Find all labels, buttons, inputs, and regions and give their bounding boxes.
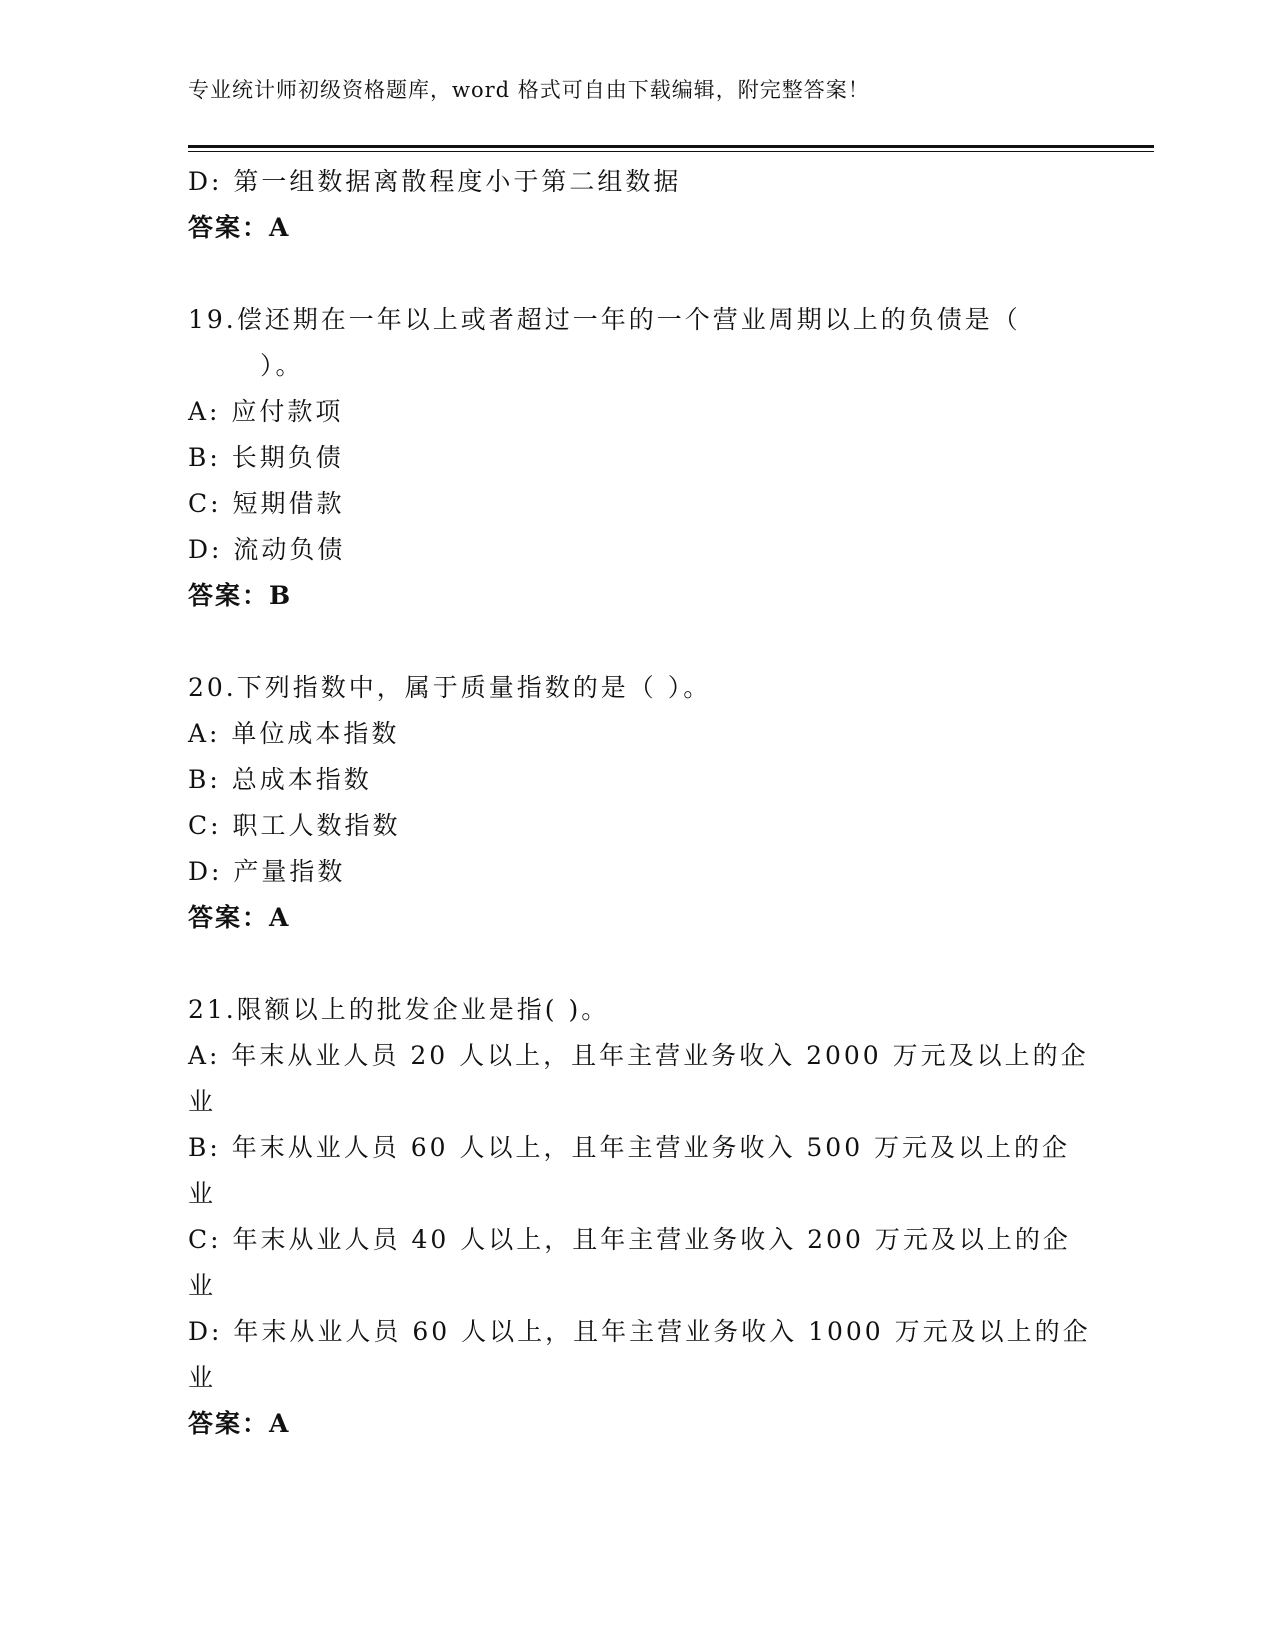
question-21 — [188, 987, 1091, 1447]
option-d: D: 年末从业人员 60 人以上，且年主营业务收入 1000 万元及以上的企 — [188, 1317, 1091, 1346]
option-a-continued: 业 — [188, 1087, 217, 1116]
option-d-continued: 业 — [188, 1363, 217, 1392]
question-stem: 21.限额以上的批发企业是指( )。 — [188, 995, 610, 1024]
option-a: A: 单位成本指数 — [188, 719, 400, 748]
option-c: C: 年末从业人员 40 人以上，且年主营业务收入 200 万元及以上的企 — [188, 1225, 1071, 1254]
page-header: 专业统计师初级资格题库，word 格式可自由下载编辑，附完整答案！ — [188, 78, 870, 102]
answer: 答案：A — [188, 1409, 291, 1438]
option-b: B: 年末从业人员 60 人以上，且年主营业务收入 500 万元及以上的企 — [188, 1133, 1071, 1162]
option-d: D: 流动负债 — [188, 535, 346, 564]
option-d: D: 产量指数 — [188, 857, 346, 886]
question-content — [188, 159, 1091, 1447]
option-b: B: 长期负债 — [188, 443, 344, 472]
option-b-continued: 业 — [188, 1179, 217, 1208]
question-19 — [188, 297, 1088, 619]
previous-question-tail — [188, 159, 1088, 251]
spacer — [188, 251, 1088, 297]
header-rule-thin — [188, 151, 1154, 152]
answer: 答案：A — [188, 903, 291, 932]
question-stem-continued: ）。 — [260, 351, 304, 380]
question-stem: 19.偿还期在一年以上或者超过一年的一个营业周期以上的负债是（ — [188, 305, 1021, 334]
option-c: C: 短期借款 — [188, 489, 345, 518]
option-a: A: 年末从业人员 20 人以上，且年主营业务收入 2000 万元及以上的企 — [188, 1041, 1089, 1070]
option-b: B: 总成本指数 — [188, 765, 372, 794]
question-20 — [188, 665, 1088, 941]
question-stem: 20.下列指数中，属于质量指数的是（ ）。 — [188, 673, 712, 702]
option-c: C: 职工人数指数 — [188, 811, 401, 840]
option-c-continued: 业 — [188, 1271, 217, 1300]
answer: 答案：B — [188, 581, 293, 610]
option-a: A: 应付款项 — [188, 397, 344, 426]
header-rule-thick — [188, 145, 1154, 148]
option-d: D: 第一组数据离散程度小于第二组数据 — [188, 167, 682, 196]
spacer — [188, 941, 1088, 987]
answer: 答案：A — [188, 213, 291, 242]
spacer — [188, 619, 1088, 665]
